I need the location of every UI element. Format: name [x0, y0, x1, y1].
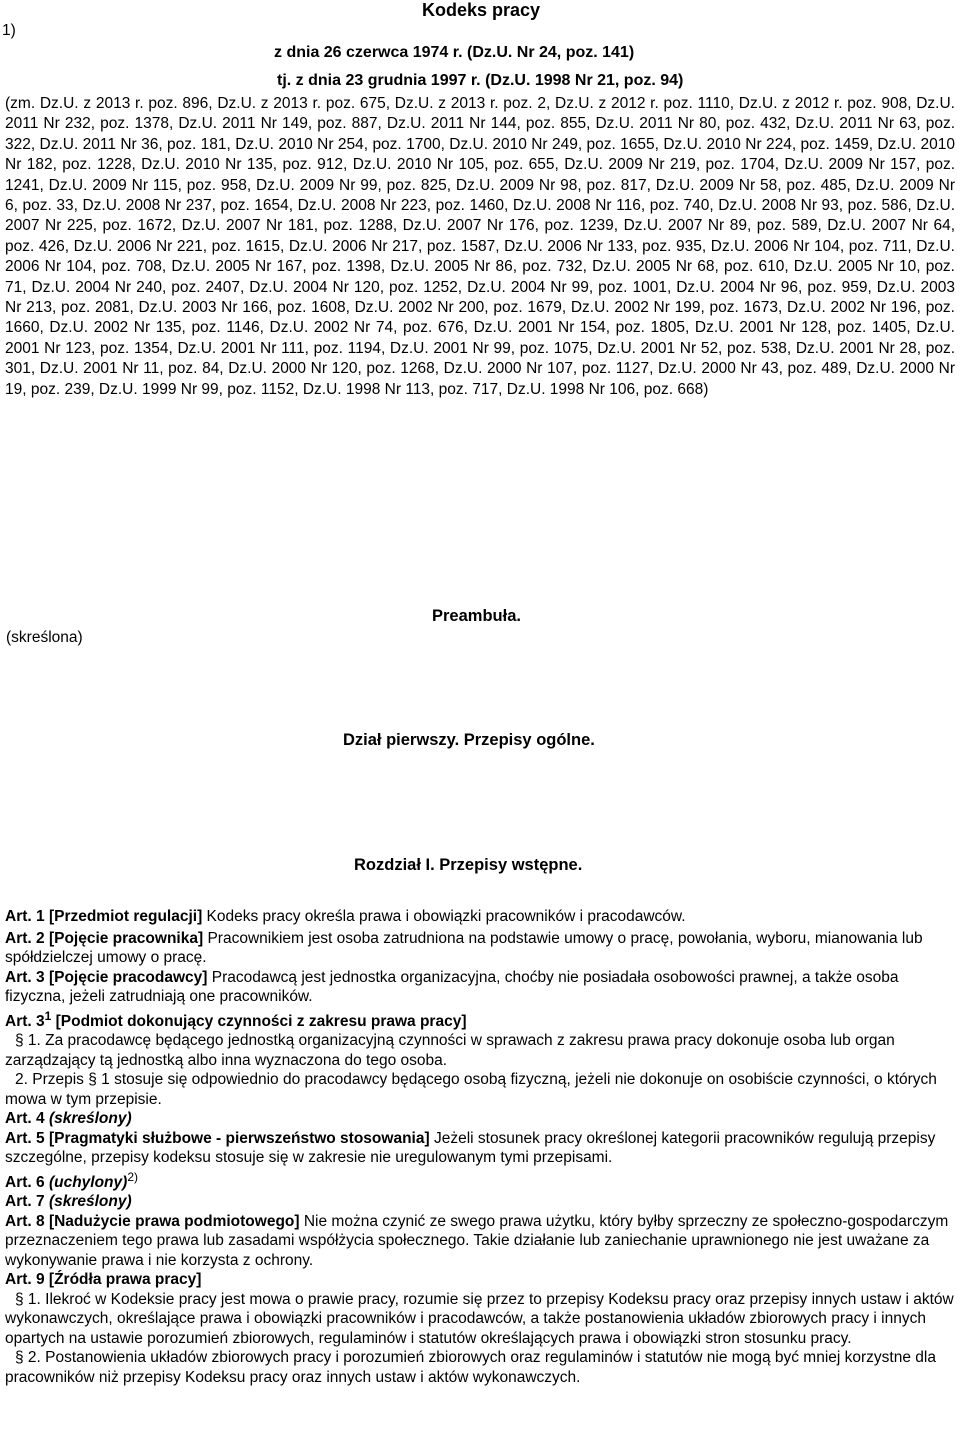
article-note: (skreślony): [48, 1110, 132, 1127]
article-text: Pracodawcą jest jednostka organizacyjna, choćby nie posiadała osobowości prawnej, a także osoba fizyczna, jeżeli zatrudniają one pracowników.: [5, 968, 899, 1005]
article-text: Pracownikiem jest osoba zatrudniona na podstawie umowy o pracę, powołania, wyboru, mianowania lub spółdzielczej umowy o pracę.: [5, 929, 923, 966]
article-9: [5, 1270, 955, 1290]
article-number: Art. 2: [5, 929, 45, 947]
article-3-1-par-1: § 1. Za pracodawcę będącego jednostką organizacyjną czynności w sprawach z zakresu prawa pracy dokonuje osoba lub organ zarządzający tą jednostką albo inna wyznaczona do tego osoba.: [5, 1032, 895, 1069]
articles-section: [5, 907, 955, 1387]
article-9-par-2: § 2. Postanowienia układów zbiorowych pracy i porozumień zbiorowych oraz regulaminów i statutów nie mogą być mniej korzystne dla pracowników niż przepisy Kodeksu pracy oraz innych ustaw i aktów wykonawczych.: [5, 1349, 936, 1386]
date-line: z dnia 26 czerwca 1974 r. (Dz.U. Nr 24, poz. 141): [274, 44, 635, 61]
article-heading: [Pojęcie pracodawcy]: [48, 968, 208, 986]
article-heading: [Źródła prawa pracy]: [44, 1271, 202, 1288]
document-title: Kodeks pracy: [422, 0, 541, 20]
article-heading: [Nadużycie prawa podmiotowego]: [48, 1212, 300, 1230]
article-note: (skreślony): [48, 1193, 132, 1210]
article-8: [5, 1212, 955, 1271]
article-3-1: [5, 1007, 955, 1032]
article-number: Art. 8: [5, 1212, 45, 1230]
article-6: [5, 1168, 955, 1193]
article-text: Jeżeli stosunek pracy określonej kategorii pracowników regulują przepisy szczególne, przepisy kodeksu stosuje się w zakresie nie uregulowanym tymi przepisami.: [5, 1129, 936, 1166]
footnote-marker: 1): [2, 22, 16, 39]
article-2: [5, 929, 955, 968]
article-number: Art. 5: [5, 1129, 45, 1147]
article-text: Kodeks pracy określa prawa i obowiązki pracowników i pracodawców.: [202, 908, 686, 925]
article-number: Art. 3: [5, 968, 45, 986]
article-4: [5, 1109, 955, 1129]
preamble-note: (skreślona): [6, 629, 83, 646]
article-1: [5, 907, 955, 927]
article-text: Nie można czynić ze swego prawa użytku, który byłby sprzeczny ze społeczno-gospodarczym przeznaczeniem tego prawa lub zasadami współżycia społecznego. Takie działanie lub zaniechanie uprawnionego nie jest uważane za wykonywanie prawa i nie korzysta z ochrony.: [5, 1212, 949, 1269]
article-number: Art. 1: [5, 908, 45, 925]
article-number: Art. 7: [5, 1193, 45, 1210]
division-heading: Dział pierwszy. Przepisy ogólne.: [343, 731, 595, 749]
article-number: Art. 9: [5, 1271, 45, 1288]
preamble-heading: Preambuła.: [432, 607, 521, 625]
consolidated-line: tj. z dnia 23 grudnia 1997 r. (Dz.U. 1998 Nr 21, poz. 94): [277, 72, 684, 89]
article-number: Art. 4: [5, 1110, 45, 1127]
article-heading: [Podmiot dokonujący czynności z zakresu prawa pracy]: [51, 1012, 467, 1030]
article-superscript: 1: [44, 1008, 52, 1023]
chapter-heading: Rozdział I. Przepisy wstępne.: [354, 856, 583, 874]
footnote-superscript: 2): [127, 1169, 138, 1184]
article-5: [5, 1129, 955, 1168]
article-3-1-par-2: 2. Przepis § 1 stosuje się odpowiednio do pracodawcy będącego osobą fizyczną, jeżeli nie dokonuje on osobiście czynności, o których mowa w tym przepisie.: [5, 1071, 937, 1108]
article-heading: [Pragmatyki służbowe - pierwszeństwo stosowania]: [48, 1129, 430, 1147]
article-3: [5, 968, 955, 1007]
article-number: Art. 3: [5, 1012, 45, 1030]
article-number: Art. 6: [5, 1173, 45, 1191]
article-9-par-1: § 1. Ilekroć w Kodeksie pracy jest mowa o prawie pracy, rozumie się przez to przepisy Kodeksu pracy oraz przepisy innych ustaw i aktów wykonawczych, określające prawa i obowiązki pracowników i pracodawców, a także postanowienia układów zbiorowych pracy i innych opartych na ustawie porozumień zbiorowych, regulaminów i statutów określających prawa i obowiązki stron stosunku pracy.: [5, 1290, 954, 1347]
article-7: [5, 1192, 955, 1212]
article-heading: [Pojęcie pracownika]: [48, 929, 204, 947]
article-note: (uchylony): [48, 1173, 128, 1191]
article-heading: [Przedmiot regulacji]: [48, 908, 203, 925]
amendments-list: (zm. Dz.U. z 2013 r. poz. 896, Dz.U. z 2013 r. poz. 675, Dz.U. z 2013 r. poz. 2, Dz.U. z 2012 r. poz. 1110, Dz.U. z 2012 r. poz. 908, Dz.U. 2011 Nr 232, poz. 1378, Dz.U. 2011 Nr 149, poz. 887, Dz.U. 2011 Nr 144, poz. 855, Dz.U. 2011 Nr 80, poz. 432, Dz.U. 2011 Nr 63, poz. 322, Dz.U. 2011 Nr 36, poz. 181, Dz.U. 2010 Nr 254, poz. 1700, Dz.U. 2010 Nr 249, poz. 1655, Dz.U. 2010 Nr 224, poz. 1459, Dz.U. 2010 Nr 182, poz. 1228, Dz.U. 2010 Nr 135, poz. 912, Dz.U. 2010 Nr 105, poz. 655, Dz.U. 2009 Nr 219, poz. 1704, Dz.U. 2009 Nr 157, poz. 1241, Dz.U. 2009 Nr 115, poz. 958, Dz.U. 2009 Nr 99, poz. 825, Dz.U. 2009 Nr 98, poz. 817, Dz.U. 2009 Nr 58, poz. 485, Dz.U. 2009 Nr 6, poz. 33, Dz.U. 2008 Nr 237, poz. 1654, Dz.U. 2008 Nr 223, poz. 1460, Dz.U. 2008 Nr 116, poz. 740, Dz.U. 2008 Nr 93, poz. 586, Dz.U. 2007 Nr 225, poz. 1672, Dz.U. 2007 Nr 181, poz. 1288, Dz.U. 2007 Nr 176, poz. 1239, Dz.U. 2007 Nr 89, poz. 589, Dz.U. 2007 Nr 64, poz. 426, Dz.U. 2006 Nr 221, poz. 1615, Dz.U. 2006 Nr 217, poz. 1587, Dz.U. 2006 Nr 133, poz. 935, Dz.U. 2006 Nr 104, poz. 711, Dz.U. 2006 Nr 104, poz. 708, Dz.U. 2005 Nr 167, poz. 1398, Dz.U. 2005 Nr 86, poz. 732, Dz.U. 2005 Nr 68, poz. 610, Dz.U. 2005 Nr 10, poz. 71, Dz.U. 2004 Nr 240, poz. 2407, Dz.U. 2004 Nr 120, poz. 1252, Dz.U. 2004 Nr 99, poz. 1001, Dz.U. 2004 Nr 96, poz. 959, Dz.U. 2003 Nr 213, poz. 2081, Dz.U. 2003 Nr 166, poz. 1608, Dz.U. 2002 Nr 200, poz. 1679, Dz.U. 2002 Nr 199, poz. 1673, Dz.U. 2002 Nr 196, poz. 1660, Dz.U. 2002 Nr 135, poz. 1146, Dz.U. 2002 Nr 74, poz. 676, Dz.U. 2001 Nr 154, poz. 1805, Dz.U. 2001 Nr 128, poz. 1405, Dz.U. 2001 Nr 123, poz. 1354, Dz.U. 2001 Nr 111, poz. 1194, Dz.U. 2001 Nr 99, poz. 1075, Dz.U. 2001 Nr 52, poz. 538, Dz.U. 2001 Nr 28, poz. 301, Dz.U. 2001 Nr 11, poz. 84, Dz.U. 2000 Nr 120, poz. 1268, Dz.U. 2000 Nr 107, poz. 1127, Dz.U. 2000 Nr 43, poz. 489, Dz.U. 2000 Nr 19, poz. 239, Dz.U. 1999 Nr 99, poz. 1152, Dz.U. 1998 Nr 113, poz. 717, Dz.U. 1998 Nr 106, poz. 668): [5, 95, 955, 398]
